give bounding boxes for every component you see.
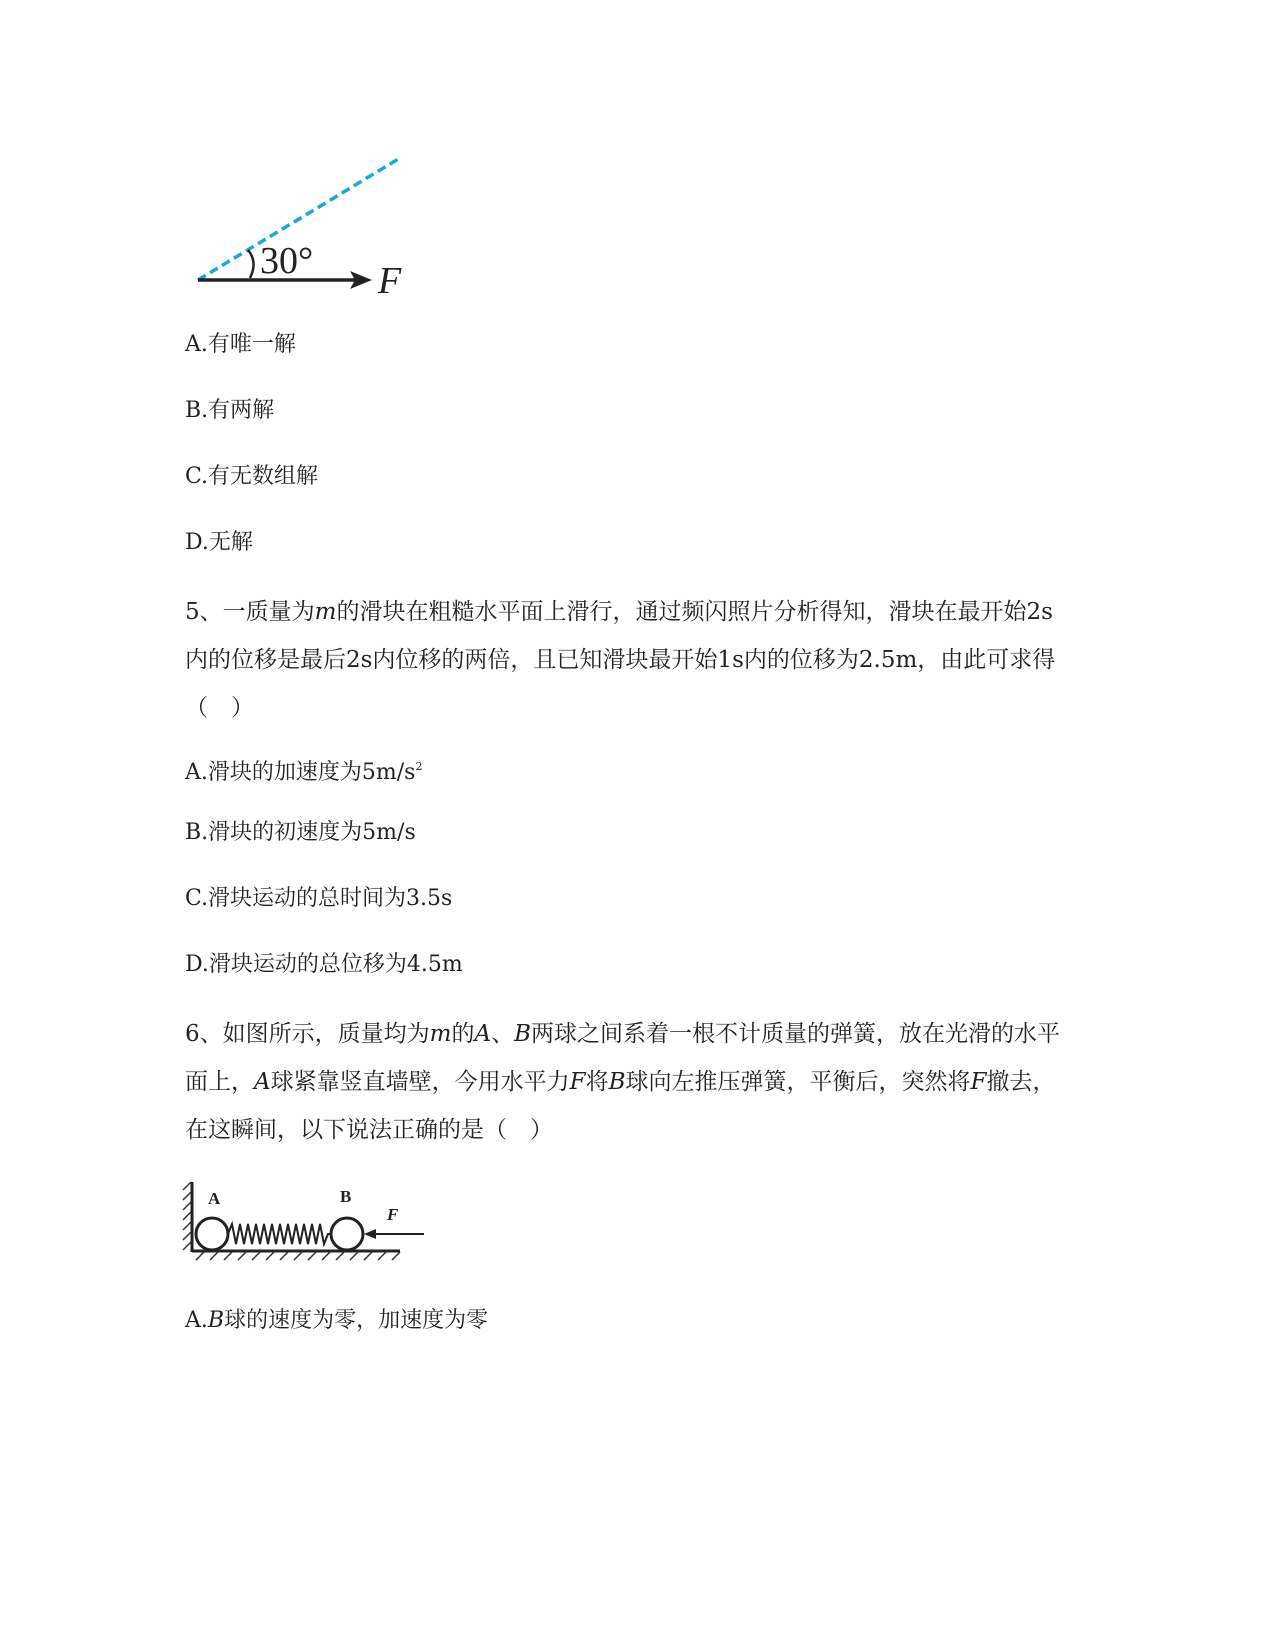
q5-option-c: C.滑块运动的总时间为3.5s (185, 886, 453, 911)
spring (228, 1224, 332, 1244)
wall-hatching (183, 1182, 191, 1250)
ball-a (196, 1218, 228, 1250)
q5-stem: 5、一质量为m的滑块在粗糙水平面上滑行，通过频闪照片分析得知，滑块在最开始2s内的位移是最后2s内位移的两倍，且已知滑块最开始1s内的位移为2.5m，由此可求得（ ） (185, 599, 1056, 721)
floor-hatching (196, 1252, 400, 1260)
ball-b (331, 1218, 363, 1250)
force-label: F (378, 260, 402, 300)
q4-option-d: D.无解 (185, 530, 253, 555)
q5-option-d: D.滑块运动的总位移为4.5m (185, 952, 463, 977)
label-b: B (340, 1187, 352, 1206)
q6-option-a: A.B球的速度为零，加速度为零 (185, 1308, 489, 1333)
q5-option-b: B.滑块的初速度为5m/s (185, 820, 416, 845)
angle-label: 30° (260, 240, 314, 282)
q4-option-a: A.有唯一解 (185, 332, 296, 357)
force-f-arrowhead (364, 1229, 376, 1239)
spring-balls-figure (180, 1178, 430, 1268)
force-angle-figure (190, 150, 420, 300)
q5-option-a: A.滑块的加速度为$5m/s^2$ (185, 760, 423, 785)
angle-arc (248, 250, 254, 278)
q4-option-b: B.有两解 (185, 398, 275, 423)
q4-option-c: C.有无数组解 (185, 464, 319, 489)
q6-stem: 6、如图所示，质量均为m的A、B两球之间系着一根不计质量的弹簧，放在光滑的水平面上，A球紧靠竖直墙壁，今用水平力F将B球向左推压弹簧，平衡后，突然将F撤去，在这瞬间，以下说法正确的是（ ） (185, 1021, 1060, 1143)
label-a: A (208, 1189, 221, 1208)
label-f: F (387, 1205, 399, 1224)
